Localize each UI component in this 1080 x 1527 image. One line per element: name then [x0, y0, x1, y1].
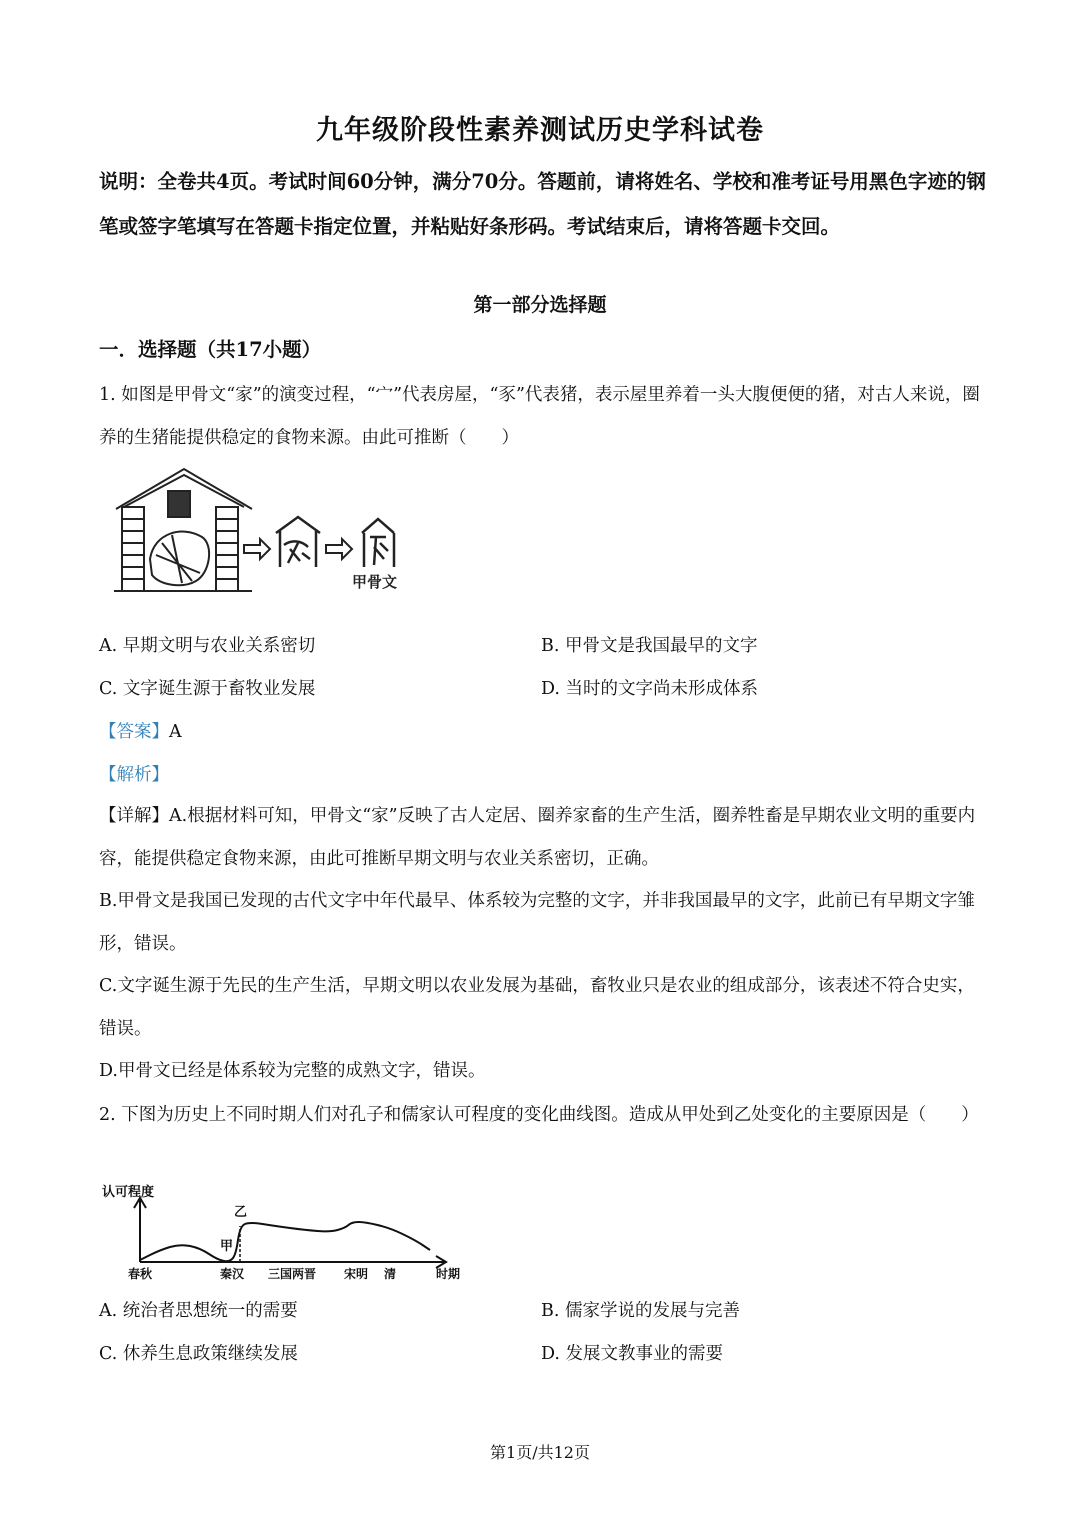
- intermediate-glyph: [276, 517, 320, 567]
- q1-option-d: D. 当时的文字尚未形成体系: [541, 679, 759, 699]
- tick-label-song-ming: 宋明: [344, 1267, 369, 1280]
- q2-option-a: A. 统治者思想统一的需要: [99, 1301, 298, 1321]
- q1-option-c: C. 文字诞生源于畜牧业发展: [99, 679, 316, 699]
- y-axis-label: 认可程度: [102, 1185, 155, 1200]
- question-1-stem: 1. 如图是甲骨文“家”的演变过程，“宀”代表房屋，“豕”代表猪，表示屋里养着一头大腹便便的猪，对古人来说，圈养的生猪能提供稳定的食物来源。由此可推断（ ）: [99, 385, 980, 448]
- q1-detail-d: D.甲骨文已经是体系较为完整的成熟文字，错误。: [99, 1061, 486, 1081]
- figure-caption: 甲骨文: [352, 573, 398, 591]
- page-footer: 第1页/共12页: [490, 1443, 590, 1462]
- detail-a-text: A.根据材料可知，甲骨文“家”反映了古人定居、圈养家畜的生产生活，圈养牲畜是早期农业文明的重要内容，能提供稳定食物来源，由此可推断早期文明与农业关系密切，正确。: [99, 806, 976, 869]
- recognition-line-chart: [100, 1180, 472, 1280]
- jiaguwen-evolution-figure: [112, 463, 422, 601]
- tick-label-three-kingdoms: 三国两晋: [268, 1267, 317, 1280]
- question-2-stem: 2. 下图为历史上不同时期人们对孔子和儒家认可程度的变化曲线图。造成从甲处到乙处变化的主要原因是（ ）: [99, 1105, 979, 1125]
- q1-detail-a: [99, 795, 984, 881]
- tick-label-qing: 清: [384, 1267, 397, 1280]
- mark-yi: 乙: [234, 1205, 248, 1220]
- detail-tag: 【详解】: [99, 806, 169, 826]
- q1-detail-b: B.甲骨文是我国已发现的古代文字中年代最早、体系较为完整的文字，并非我国最早的文字，此前已有早期文字雏形，错误。: [99, 891, 975, 954]
- page-title: 九年级阶段性素养测试历史学科试卷: [316, 115, 764, 146]
- x-axis-label: 时期: [436, 1267, 461, 1280]
- analysis-tag: 【解析】: [99, 765, 169, 785]
- answer-tag: 【答案】: [99, 722, 169, 742]
- exam-instructions: 说明：全卷共4页。考试时间60分钟，满分70分。答题前，请将姓名、学校和准考证号用黑色字迹的钢笔或签字笔填写在答题卡指定位置，并粘贴好条形码。考试结束后，请将答题卡交回。: [99, 170, 986, 238]
- part-title: 第一部分选择题: [473, 294, 607, 316]
- q2-option-c: C. 休养生息政策继续发展: [99, 1344, 298, 1364]
- mark-jia: 甲: [220, 1239, 234, 1254]
- q1-option-b: B. 甲骨文是我国最早的文字: [541, 636, 758, 656]
- house-drawing: [114, 469, 252, 591]
- q2-option-b: B. 儒家学说的发展与完善: [541, 1301, 740, 1321]
- tick-label-qin-han: 秦汉: [220, 1267, 245, 1280]
- oracle-bone-glyph: [362, 519, 394, 567]
- q1-answer-line: [99, 718, 182, 743]
- arrow-icon: [326, 539, 352, 559]
- q2-option-d: D. 发展文教事业的需要: [541, 1344, 724, 1364]
- series-line: [140, 1222, 430, 1261]
- answer-value: A: [169, 722, 182, 742]
- section-title: 一．选择题（共17小题）: [99, 338, 322, 361]
- q1-detail-c: C.文字诞生源于先民的生产生活，早期文明以农业发展为基础，畜牧业只是农业的组成部分，该表述不符合史实，错误。: [99, 976, 975, 1039]
- tick-label-spring-autumn: 春秋: [128, 1267, 153, 1280]
- q1-option-a: A. 早期文明与农业关系密切: [99, 636, 316, 656]
- arrow-icon: [244, 539, 270, 559]
